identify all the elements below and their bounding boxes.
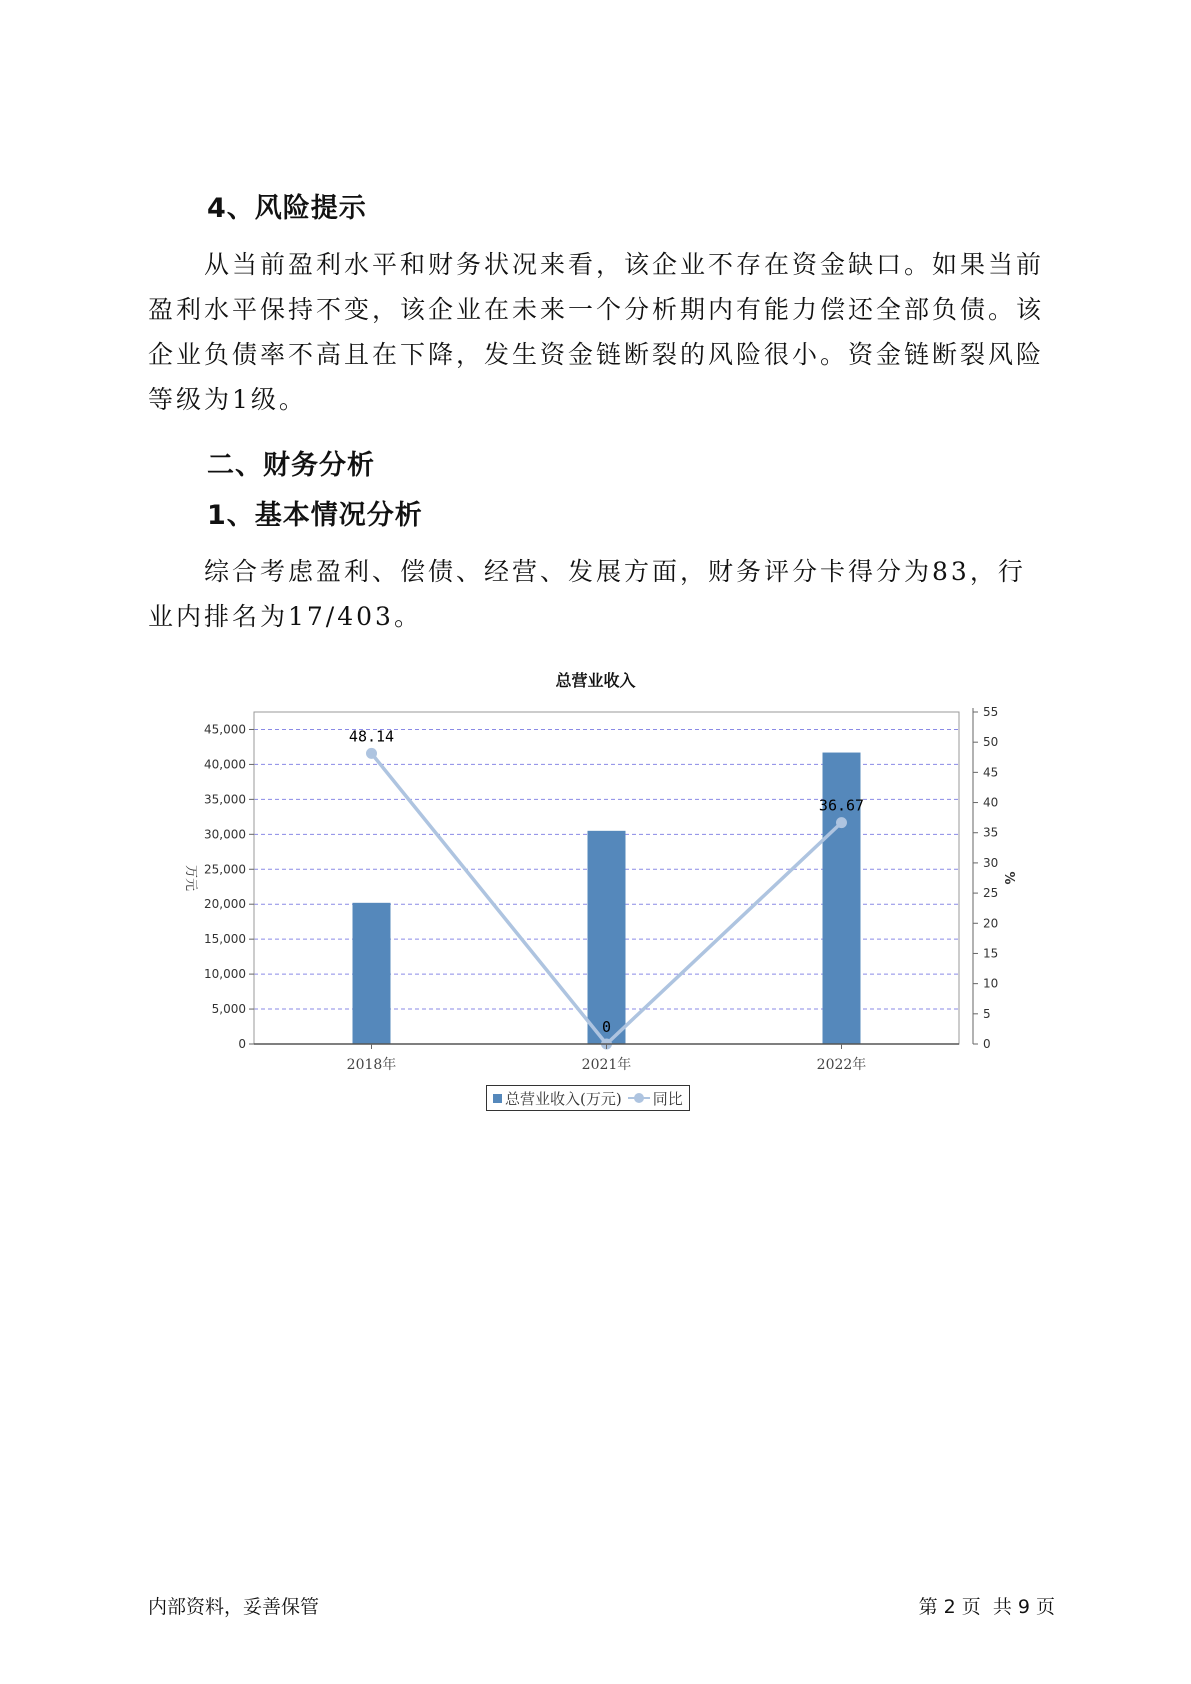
chart-legend xyxy=(486,1085,690,1111)
yoy-point xyxy=(836,817,847,828)
legend-bar-swatch xyxy=(493,1094,502,1103)
chart-title: 总营业收入 xyxy=(555,671,636,690)
legend-line-swatch xyxy=(628,1093,650,1103)
legend-label-yoy: 同比 xyxy=(652,1089,683,1108)
yoy-data-label: 48.14 xyxy=(348,727,395,746)
y2-tick-label: 40 xyxy=(983,795,999,810)
x-tick-label: 2018年 xyxy=(346,1057,397,1073)
bar xyxy=(588,831,626,1044)
section-heading-risk: 4、风险提示 xyxy=(207,193,367,224)
y2-tick-label: 45 xyxy=(983,765,999,780)
y2-tick-label: 10 xyxy=(983,976,999,991)
section-heading-finance: 二、财务分析 xyxy=(207,450,375,481)
yoy-data-label: 36.67 xyxy=(818,796,865,815)
y-tick-label: 5,000 xyxy=(211,1002,246,1017)
y2-tick-label: 50 xyxy=(983,735,999,750)
y-tick-label: 10,000 xyxy=(204,967,246,982)
y2-tick-label: 25 xyxy=(983,886,999,901)
y2-tick-label: 35 xyxy=(983,825,999,840)
footer-confidential-note: 内部资料，妥善保管 xyxy=(148,1596,320,1618)
y-tick-label: 25,000 xyxy=(204,862,246,877)
y2-axis-title: % xyxy=(1001,871,1016,885)
footer-page-number: 第 2 页 共 9 页 xyxy=(918,1596,1055,1618)
y-tick-label: 15,000 xyxy=(204,932,246,947)
y-tick-label: 0 xyxy=(238,1037,246,1051)
yoy-data-label: 0 xyxy=(601,1018,612,1036)
legend-label-revenue: 总营业收入(万元) xyxy=(505,1089,622,1108)
bar xyxy=(353,903,391,1044)
finance-paragraph: 综合考虑盈利、偿债、经营、发展方面，财务评分卡得分为83，行业内排名为17/403。 xyxy=(148,557,1026,631)
y-tick-label: 45,000 xyxy=(204,722,246,737)
subheading-basic-analysis: 1、基本情况分析 xyxy=(207,500,423,531)
bar-series xyxy=(353,753,861,1044)
y2-tick-label: 55 xyxy=(983,705,999,719)
y2-tick-label: 0 xyxy=(983,1037,991,1051)
y2-tick-label: 30 xyxy=(983,855,999,870)
y-tick-label: 40,000 xyxy=(204,757,246,772)
y-tick-label: 35,000 xyxy=(204,792,246,807)
y2-tick-label: 15 xyxy=(983,946,999,961)
x-tick-label: 2021年 xyxy=(581,1057,632,1073)
y2-tick-label: 20 xyxy=(983,916,999,931)
y2-tick-label: 5 xyxy=(983,1006,991,1021)
x-tick-label: 2022年 xyxy=(816,1057,867,1073)
y-tick-label: 30,000 xyxy=(204,827,246,842)
yoy-point xyxy=(366,748,377,759)
risk-paragraph: 从当前盈利水平和财务状况来看，该企业不存在资金缺口。如果当前盈利水平保持不变，该企业在未来一个分析期内有能力偿还全部负债。该企业负债率不高且在下降，发生资金链断裂的风险很小。资金链断裂风险等级为1级。 xyxy=(148,250,1045,414)
y-axis-title: 万元 xyxy=(183,864,198,892)
y-tick-label: 20,000 xyxy=(204,897,246,912)
